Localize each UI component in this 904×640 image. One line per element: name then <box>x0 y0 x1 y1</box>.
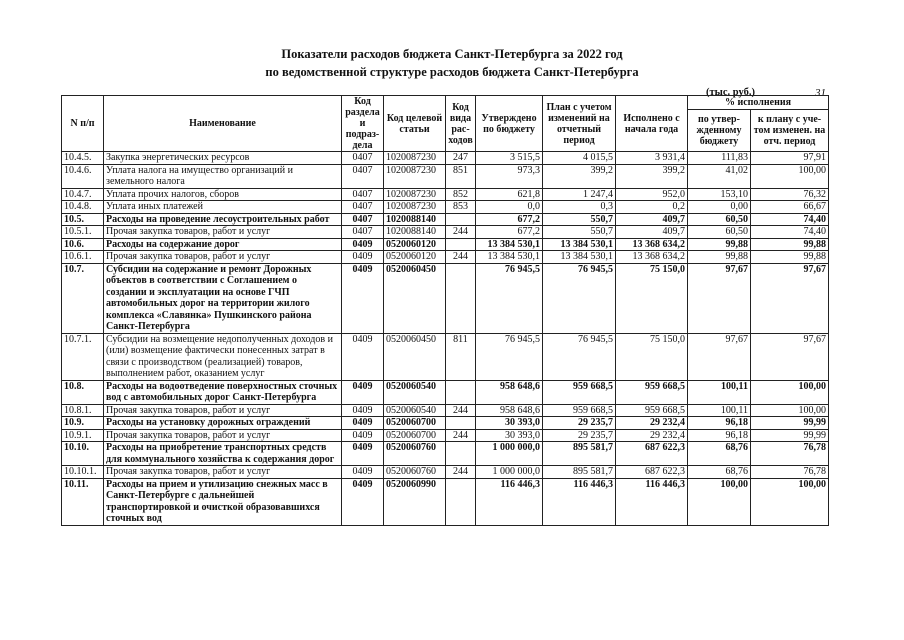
cell-num: 10.6.1. <box>62 251 104 264</box>
cell-plan: 76 945,5 <box>543 333 616 380</box>
cell-plan: 399,2 <box>543 164 616 188</box>
cell-approved: 76 945,5 <box>476 333 543 380</box>
cell-executed: 952,0 <box>616 188 688 201</box>
cell-section-code: 0409 <box>342 478 384 525</box>
cell-pct-plan: 97,67 <box>751 263 829 333</box>
table-row <box>62 429 829 442</box>
table-row <box>62 201 829 214</box>
cell-executed: 959 668,5 <box>616 404 688 417</box>
cell-executed: 29 232,4 <box>616 429 688 442</box>
table-row <box>62 164 829 188</box>
cell-target-code: 0520060540 <box>384 404 446 417</box>
table-row <box>62 238 829 251</box>
cell-type-code <box>446 213 476 226</box>
cell-name: Закупка энергетических ресурсов <box>104 152 342 165</box>
cell-pct-approved: 153,10 <box>688 188 751 201</box>
cell-pct-approved: 100,11 <box>688 404 751 417</box>
cell-executed: 409,7 <box>616 213 688 226</box>
cell-plan: 959 668,5 <box>543 404 616 417</box>
cell-section-code: 0407 <box>342 226 384 239</box>
header-pct-plan: к плану с уче- том изменен. на отч. период <box>751 110 829 152</box>
header-pct-approved: по утвер- жденному бюджету <box>688 110 751 152</box>
cell-num: 10.5. <box>62 213 104 226</box>
cell-executed: 75 150,0 <box>616 333 688 380</box>
cell-pct-plan: 99,88 <box>751 251 829 264</box>
cell-target-code: 1020087230 <box>384 164 446 188</box>
cell-num: 10.6. <box>62 238 104 251</box>
cell-section-code: 0407 <box>342 201 384 214</box>
cell-pct-approved: 68,76 <box>688 442 751 466</box>
cell-plan: 959 668,5 <box>543 380 616 404</box>
cell-type-code: 851 <box>446 164 476 188</box>
cell-executed: 0,2 <box>616 201 688 214</box>
cell-name: Расходы на проведение лесоустроительных работ <box>104 213 342 226</box>
cell-plan: 0,3 <box>543 201 616 214</box>
cell-num: 10.8.1. <box>62 404 104 417</box>
cell-num: 10.5.1. <box>62 226 104 239</box>
cell-name: Прочая закупка товаров, работ и услуг <box>104 404 342 417</box>
header-percent-group: % исполнения <box>688 96 829 110</box>
header-executed: Исполнено с начала года <box>616 96 688 152</box>
header-num: N п/п <box>62 96 104 152</box>
document-subtitle: по ведомственной структуре расходов бюджета Санкт-Петербурга <box>265 65 639 79</box>
cell-type-code: 811 <box>446 333 476 380</box>
cell-section-code: 0409 <box>342 251 384 264</box>
cell-name: Прочая закупка товаров, работ и услуг <box>104 429 342 442</box>
cell-target-code: 0520060450 <box>384 333 446 380</box>
cell-name: Прочая закупка товаров, работ и услуг <box>104 226 342 239</box>
cell-type-code: 244 <box>446 466 476 479</box>
cell-section-code: 0407 <box>342 188 384 201</box>
header-plan: План с учетом изменений на отчетный период <box>543 96 616 152</box>
cell-plan: 550,7 <box>543 213 616 226</box>
cell-executed: 75 150,0 <box>616 263 688 333</box>
cell-plan: 895 581,7 <box>543 442 616 466</box>
cell-name: Субсидии на возмещение недополученных доходов и (или) возмещение фактически понесенных затрат в связи с производством (реализацией) товаров, выполнением работ, оказанием услуг <box>104 333 342 380</box>
cell-pct-plan: 100,00 <box>751 164 829 188</box>
cell-num: 10.4.5. <box>62 152 104 165</box>
cell-executed: 13 368 634,2 <box>616 238 688 251</box>
cell-pct-plan: 100,00 <box>751 404 829 417</box>
cell-pct-approved: 96,18 <box>688 429 751 442</box>
cell-target-code: 0520060540 <box>384 380 446 404</box>
cell-type-code: 244 <box>446 251 476 264</box>
cell-section-code: 0409 <box>342 238 384 251</box>
cell-pct-approved: 111,83 <box>688 152 751 165</box>
table-row <box>62 478 829 525</box>
table-row <box>62 213 829 226</box>
cell-approved: 76 945,5 <box>476 263 543 333</box>
table-row <box>62 404 829 417</box>
cell-name: Прочая закупка товаров, работ и услуг <box>104 251 342 264</box>
cell-plan: 13 384 530,1 <box>543 251 616 264</box>
cell-section-code: 0409 <box>342 466 384 479</box>
cell-type-code: 244 <box>446 429 476 442</box>
cell-name: Расходы на водоотведение поверхностных сточных вод с автомобильных дорог Санкт-Петербурга <box>104 380 342 404</box>
cell-num: 10.4.8. <box>62 201 104 214</box>
cell-name: Расходы на установку дорожных ограждений <box>104 417 342 430</box>
cell-type-code: 247 <box>446 152 476 165</box>
cell-pct-approved: 97,67 <box>688 333 751 380</box>
cell-target-code: 0520060700 <box>384 417 446 430</box>
cell-type-code <box>446 238 476 251</box>
cell-pct-plan: 76,78 <box>751 442 829 466</box>
cell-pct-plan: 74,40 <box>751 226 829 239</box>
cell-executed: 13 368 634,2 <box>616 251 688 264</box>
cell-pct-approved: 96,18 <box>688 417 751 430</box>
cell-pct-plan: 99,99 <box>751 429 829 442</box>
cell-approved: 677,2 <box>476 213 543 226</box>
table-row <box>62 333 829 380</box>
cell-target-code: 1020087230 <box>384 188 446 201</box>
header-target: Код целевой статьи <box>384 96 446 152</box>
cell-executed: 3 931,4 <box>616 152 688 165</box>
cell-pct-plan: 100,00 <box>751 380 829 404</box>
cell-type-code: 244 <box>446 226 476 239</box>
cell-target-code: 1020088140 <box>384 226 446 239</box>
cell-type-code <box>446 442 476 466</box>
cell-executed: 399,2 <box>616 164 688 188</box>
cell-pct-plan: 99,99 <box>751 417 829 430</box>
cell-approved: 116 446,3 <box>476 478 543 525</box>
table-row <box>62 380 829 404</box>
cell-pct-approved: 68,76 <box>688 466 751 479</box>
cell-plan: 13 384 530,1 <box>543 238 616 251</box>
cell-type-code <box>446 263 476 333</box>
cell-num: 10.7. <box>62 263 104 333</box>
cell-target-code: 0520060760 <box>384 442 446 466</box>
cell-approved: 1 000 000,0 <box>476 466 543 479</box>
table-body <box>62 152 829 526</box>
cell-plan: 116 446,3 <box>543 478 616 525</box>
cell-approved: 958 648,6 <box>476 404 543 417</box>
cell-pct-approved: 60,50 <box>688 213 751 226</box>
cell-approved: 1 000 000,0 <box>476 442 543 466</box>
cell-plan: 4 015,5 <box>543 152 616 165</box>
cell-target-code: 1020087230 <box>384 201 446 214</box>
cell-type-code: 852 <box>446 188 476 201</box>
table-row <box>62 226 829 239</box>
cell-section-code: 0409 <box>342 333 384 380</box>
table-row <box>62 251 829 264</box>
cell-num: 10.4.7. <box>62 188 104 201</box>
cell-plan: 76 945,5 <box>543 263 616 333</box>
cell-approved: 621,8 <box>476 188 543 201</box>
cell-section-code: 0409 <box>342 263 384 333</box>
cell-name: Расходы на содержание дорог <box>104 238 342 251</box>
cell-approved: 973,3 <box>476 164 543 188</box>
cell-pct-plan: 66,67 <box>751 201 829 214</box>
cell-target-code: 0520060760 <box>384 466 446 479</box>
cell-name: Расходы на приобретение транспортных средств для коммунального хозяйства к содержания дорог <box>104 442 342 466</box>
cell-name: Расходы на прием и утилизацию снежных масс в Санкт-Петербурге с дальнейшей транспортировкой и очисткой образовавшихся сточных вод <box>104 478 342 525</box>
cell-name: Уплата налога на имущество организаций и земельного налога <box>104 164 342 188</box>
cell-executed: 29 232,4 <box>616 417 688 430</box>
cell-pct-approved: 99,88 <box>688 251 751 264</box>
cell-approved: 3 515,5 <box>476 152 543 165</box>
cell-pct-plan: 99,88 <box>751 238 829 251</box>
cell-type-code <box>446 478 476 525</box>
header-type: Код вида рас- ходов <box>446 96 476 152</box>
cell-type-code <box>446 380 476 404</box>
cell-approved: 13 384 530,1 <box>476 238 543 251</box>
cell-plan: 29 235,7 <box>543 417 616 430</box>
cell-approved: 30 393,0 <box>476 417 543 430</box>
cell-num: 10.11. <box>62 478 104 525</box>
cell-pct-plan: 74,40 <box>751 213 829 226</box>
cell-executed: 687 622,3 <box>616 442 688 466</box>
cell-approved: 0,0 <box>476 201 543 214</box>
cell-executed: 116 446,3 <box>616 478 688 525</box>
cell-section-code: 0407 <box>342 164 384 188</box>
cell-pct-plan: 100,00 <box>751 478 829 525</box>
cell-name: Прочая закупка товаров, работ и услуг <box>104 466 342 479</box>
cell-name: Уплата иных платежей <box>104 201 342 214</box>
table-row <box>62 263 829 333</box>
page-number: 31 <box>815 87 826 99</box>
cell-type-code: 853 <box>446 201 476 214</box>
cell-plan: 895 581,7 <box>543 466 616 479</box>
cell-pct-approved: 99,88 <box>688 238 751 251</box>
cell-num: 10.7.1. <box>62 333 104 380</box>
cell-pct-approved: 100,00 <box>688 478 751 525</box>
cell-approved: 958 648,6 <box>476 380 543 404</box>
cell-name: Субсидии на содержание и ремонт Дорожных объектов в соответствии с Соглашением о создании и эксплуатации на основе ГЧП автомобильных дорог на территории жилого комплекса «Славянка» Пушкинского района Санкт-Петербурга <box>104 263 342 333</box>
cell-executed: 687 622,3 <box>616 466 688 479</box>
cell-section-code: 0409 <box>342 429 384 442</box>
cell-num: 10.4.6. <box>62 164 104 188</box>
cell-approved: 677,2 <box>476 226 543 239</box>
cell-target-code: 1020088140 <box>384 213 446 226</box>
cell-pct-plan: 76,78 <box>751 466 829 479</box>
cell-type-code: 244 <box>446 404 476 417</box>
cell-type-code <box>446 417 476 430</box>
cell-target-code: 0520060120 <box>384 251 446 264</box>
cell-section-code: 0409 <box>342 404 384 417</box>
cell-pct-plan: 97,67 <box>751 333 829 380</box>
cell-pct-approved: 60,50 <box>688 226 751 239</box>
cell-executed: 409,7 <box>616 226 688 239</box>
cell-num: 10.9.1. <box>62 429 104 442</box>
header-approved: Утверждено по бюджету <box>476 96 543 152</box>
cell-name: Уплата прочих налогов, сборов <box>104 188 342 201</box>
cell-num: 10.10.1. <box>62 466 104 479</box>
table-row <box>62 466 829 479</box>
cell-section-code: 0407 <box>342 213 384 226</box>
cell-section-code: 0409 <box>342 442 384 466</box>
header-name: Наименование <box>104 96 342 152</box>
cell-plan: 29 235,7 <box>543 429 616 442</box>
cell-target-code: 0520060450 <box>384 263 446 333</box>
cell-pct-plan: 76,32 <box>751 188 829 201</box>
cell-target-code: 0520060120 <box>384 238 446 251</box>
cell-section-code: 0409 <box>342 417 384 430</box>
cell-target-code: 0520060700 <box>384 429 446 442</box>
document-title: Показатели расходов бюджета Санкт-Петербурга за 2022 год <box>281 47 623 61</box>
header-section: Код раздела и подраз- дела <box>342 96 384 152</box>
cell-pct-approved: 100,11 <box>688 380 751 404</box>
cell-pct-approved: 97,67 <box>688 263 751 333</box>
cell-target-code: 1020087230 <box>384 152 446 165</box>
cell-approved: 30 393,0 <box>476 429 543 442</box>
cell-pct-approved: 41,02 <box>688 164 751 188</box>
cell-plan: 1 247,4 <box>543 188 616 201</box>
cell-num: 10.9. <box>62 417 104 430</box>
cell-target-code: 0520060990 <box>384 478 446 525</box>
cell-approved: 13 384 530,1 <box>476 251 543 264</box>
cell-plan: 550,7 <box>543 226 616 239</box>
table-row <box>62 152 829 165</box>
table-row <box>62 188 829 201</box>
cell-pct-plan: 97,91 <box>751 152 829 165</box>
cell-pct-approved: 0,00 <box>688 201 751 214</box>
cell-executed: 959 668,5 <box>616 380 688 404</box>
table-row <box>62 417 829 430</box>
units-label: (тыс. руб.) <box>706 87 755 98</box>
cell-section-code: 0407 <box>342 152 384 165</box>
cell-num: 10.10. <box>62 442 104 466</box>
cell-num: 10.8. <box>62 380 104 404</box>
budget-table <box>61 95 829 526</box>
cell-section-code: 0409 <box>342 380 384 404</box>
table-row <box>62 442 829 466</box>
